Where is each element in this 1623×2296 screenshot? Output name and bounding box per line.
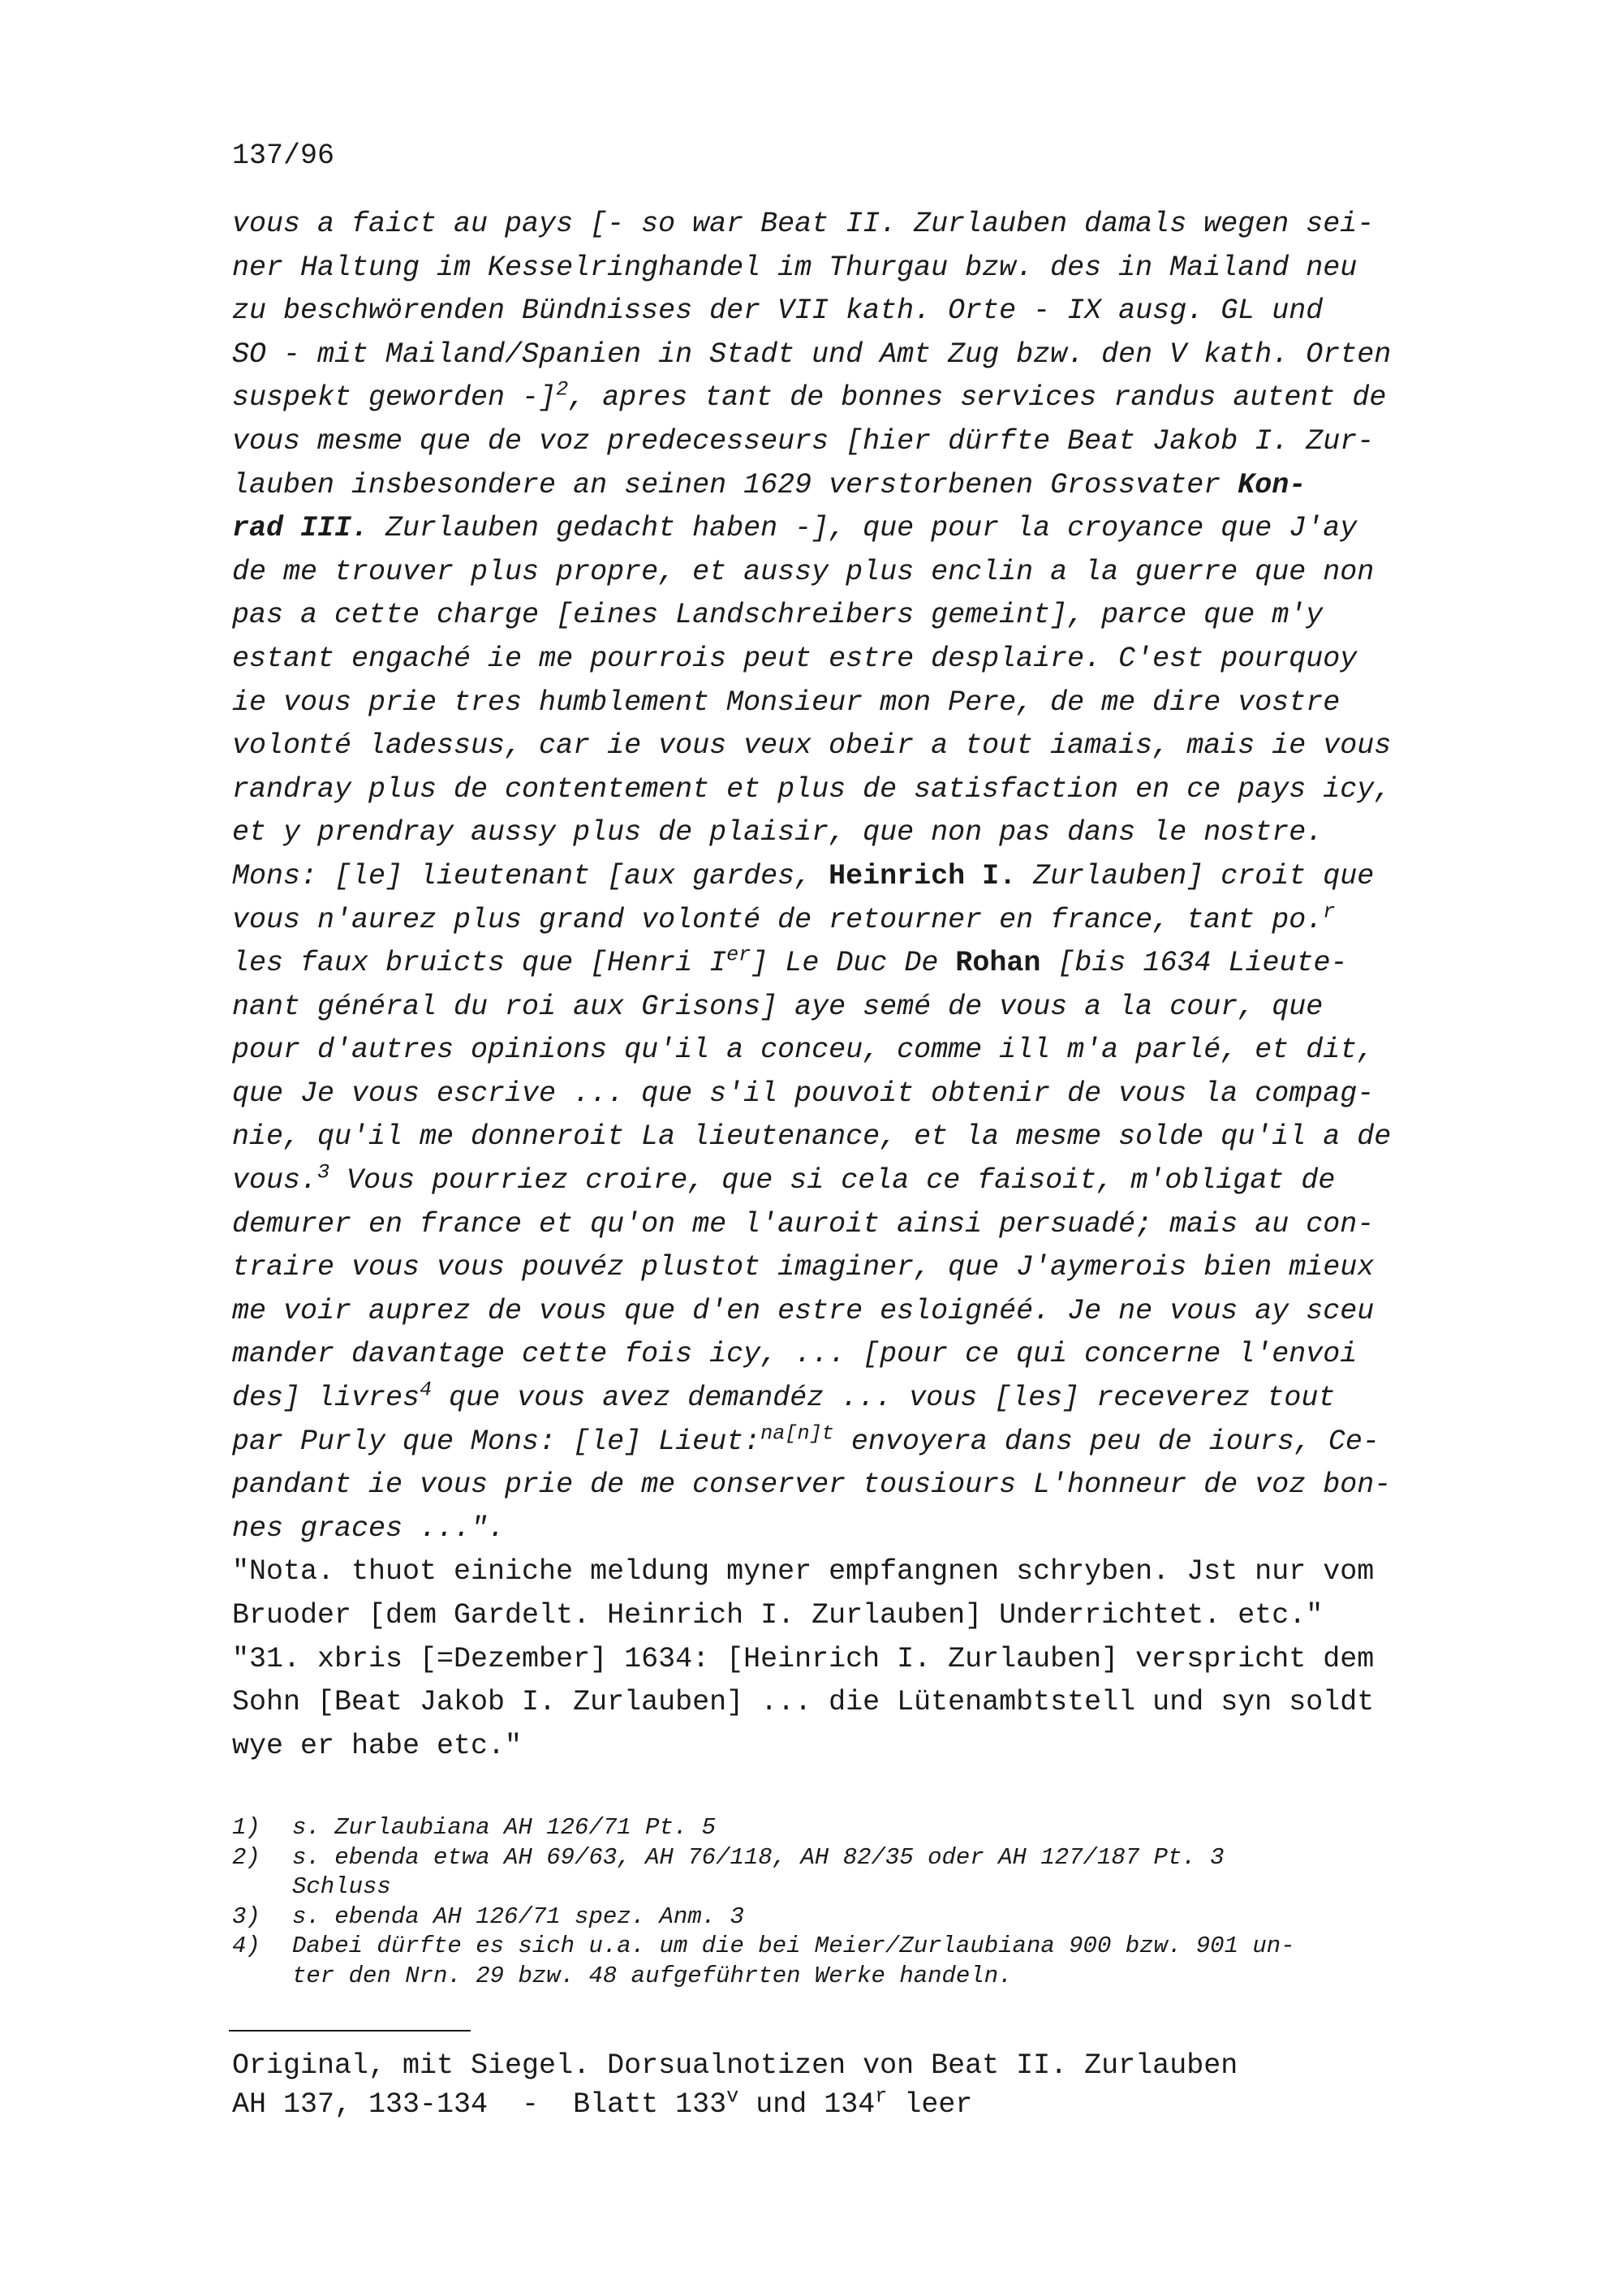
source-note xyxy=(232,2046,1238,2124)
text-segment: zu beschwörenden Bündnisses der VII kath. Orte - IX ausg. GL und xyxy=(232,295,1324,328)
text-segment: "Nota. thuot einiche meldung myner empfangnen schryben. Jst nur vom xyxy=(232,1555,1375,1589)
text-segment: rad III. xyxy=(232,512,369,545)
text-line xyxy=(232,1725,1466,1769)
footnote-number: 3) xyxy=(232,1903,260,1930)
text-line xyxy=(232,203,1466,247)
text-segment: Mons: [le] lieutenant [aux gardes, xyxy=(232,859,829,892)
text-segment: volonté ladessus, car ie vous veux obeir a tout iamais, mais ie vous xyxy=(232,729,1392,763)
text-line xyxy=(232,1638,1466,1682)
text-segment: des] livres xyxy=(232,1382,420,1415)
text-segment: nes graces ...". xyxy=(232,1511,506,1545)
text-segment: [bis 1634 Lieute- xyxy=(1040,947,1348,980)
text-line xyxy=(232,1159,1466,1203)
text-line xyxy=(232,811,1466,855)
footnote-number: 4) xyxy=(232,1933,260,1959)
footnote xyxy=(232,1872,1466,1903)
source-line-original: Original, mit Siegel. Dorsualnotizen von Beat II. Zurlauben xyxy=(232,2049,1238,2082)
footnote-ref: na[n]t xyxy=(760,1421,834,1446)
text-segment: traire vous vous pouvéz plustot imaginer, que J'aymerois bien mieux xyxy=(232,1251,1375,1284)
text-line xyxy=(232,1073,1466,1116)
footnote-ref: er xyxy=(726,943,751,967)
footnote-number xyxy=(232,1962,292,1992)
footnotes xyxy=(232,1813,1466,1991)
text-segment: par Purly que Mons: [le] Lieut: xyxy=(232,1425,761,1458)
text-segment: et y prendray aussy plus de plaisir, que non pas dans le nostre. xyxy=(232,816,1324,849)
text-segment: SO - mit Mailand/Spanien in Stadt und Amt Zug bzw. den V kath. Orten xyxy=(232,338,1392,371)
text-segment: Zurlauben] croit que xyxy=(1016,859,1375,892)
footnote-text: s. ebenda AH 126/71 spez. Anm. 3 xyxy=(292,1903,744,1930)
footnote xyxy=(232,1813,1466,1843)
text-line xyxy=(232,724,1466,768)
text-segment: de me trouver plus propre, et aussy plus enclin a la guerre que non xyxy=(232,555,1375,588)
text-line xyxy=(232,507,1466,551)
text-line xyxy=(232,420,1466,464)
footnote-text: s. Zurlaubiana AH 126/71 Pt. 5 xyxy=(292,1814,717,1841)
text-segment: que vous avez demandéz ... vous [les] receverez tout xyxy=(432,1382,1336,1415)
text-line xyxy=(232,855,1466,899)
text-segment: vous mesme que de voz predecesseurs [hier dürfte Beat Jakob I. Zur- xyxy=(232,424,1375,458)
text-segment: "31. xbris [=Dezember] 1634: [Heinrich I. Zurlauben] verspricht dem xyxy=(232,1642,1375,1675)
footnote-number xyxy=(232,1872,292,1903)
text-line xyxy=(232,1246,1466,1290)
footnote-text: ter den Nrn. 29 bzw. 48 aufgeführten Werke handeln. xyxy=(292,1962,1013,1989)
text-segment: envoyera dans peu de iours, Ce- xyxy=(833,1425,1380,1458)
text-line xyxy=(232,1333,1466,1377)
text-line xyxy=(232,1116,1466,1159)
text-segment: vous n'aurez plus grand volonté de retourner en france, tant po. xyxy=(232,903,1324,936)
text-segment: randray plus de contentement et plus de satisfaction en ce pays icy, xyxy=(232,772,1392,806)
text-segment: vous a faict au pays [- so war Beat II. Zurlauben damals wegen sei- xyxy=(232,208,1375,240)
text-line xyxy=(232,942,1466,986)
text-segment: Sohn [Beat Jakob I. Zurlauben] ... die Lütenambtstell und syn soldt xyxy=(232,1686,1375,1719)
text-segment: wye er habe etc." xyxy=(232,1729,523,1762)
text-line xyxy=(232,638,1466,681)
source-divider xyxy=(229,2030,471,2032)
text-segment: suspekt geworden -] xyxy=(232,381,557,415)
text-line xyxy=(232,247,1466,290)
text-segment: ie vous prie tres humblement Monsieur mon Pere, de me dire vostre xyxy=(232,686,1341,719)
text-line xyxy=(232,1681,1466,1725)
text-line xyxy=(232,594,1466,638)
text-segment: lauben insbesondere an seinen 1629 verstorbenen Grossvater xyxy=(232,468,1238,501)
footnote-ref: 4 xyxy=(420,1378,433,1402)
footnote-number: 1) xyxy=(232,1814,260,1841)
text-segment: Vous pourriez croire, que si cela ce faisoit, m'obligat de xyxy=(329,1164,1336,1197)
text-segment: que Je vous escrive ... que s'il pouvoit obtenir de vous la compag- xyxy=(232,1077,1375,1110)
text-line xyxy=(232,1377,1466,1421)
text-line xyxy=(232,1464,1466,1507)
text-segment: estant engaché ie me pourrois peut estre desplaire. C'est pourquoy xyxy=(232,642,1358,675)
text-segment: me voir auprez de vous que d'en estre esloignéé. Je ne vous ay sceu xyxy=(232,1294,1375,1327)
text-line xyxy=(232,986,1466,1030)
text-line xyxy=(232,1290,1466,1334)
text-line xyxy=(232,1594,1466,1638)
footnote-ref: r xyxy=(1323,899,1336,923)
text-segment: pas a cette charge [eines Landschreibers gemeint], parce que m'y xyxy=(232,599,1324,632)
footnote-ref: 2 xyxy=(556,377,569,402)
text-line xyxy=(232,1550,1466,1594)
text-segment: nie, qu'il me donneroit La lieutenance, et la mesme solde qu'il a de xyxy=(232,1120,1392,1154)
text-line xyxy=(232,768,1466,812)
text-line xyxy=(232,464,1466,508)
text-line xyxy=(232,290,1466,333)
text-line xyxy=(232,1203,1466,1247)
footnote xyxy=(232,1843,1466,1873)
text-line xyxy=(232,1421,1466,1464)
text-segment: Bruoder [dem Gardelt. Heinrich I. Zurlauben] Underrichtet. etc." xyxy=(232,1599,1324,1632)
text-line xyxy=(232,376,1466,420)
footnote-number: 2) xyxy=(232,1843,260,1871)
footnote-text: Schluss xyxy=(292,1873,391,1900)
text-line xyxy=(232,1029,1466,1073)
footnote xyxy=(232,1932,1466,1962)
text-segment: , apres tant de bonnes services randus autent de xyxy=(568,381,1387,415)
text-segment: demurer en france et qu'on me l'auroit ainsi persuadé; mais au con- xyxy=(232,1207,1375,1240)
source-line-archive: AH 137, 133-134 - Blatt 133$^v$ und 134$^r$ leer xyxy=(232,2084,973,2121)
text-segment: ] Le Duc De xyxy=(751,947,956,980)
text-segment: Rohan xyxy=(955,947,1041,980)
transcription-body xyxy=(232,203,1466,1768)
text-segment: les faux bruicts que [Henri I xyxy=(232,947,727,980)
text-line xyxy=(232,1507,1466,1551)
footnote xyxy=(232,1903,1466,1933)
text-line xyxy=(232,899,1466,943)
text-segment: mander davantage cette fois icy, ... [pour ce qui concerne l'envoi xyxy=(232,1338,1358,1371)
text-segment: pandant ie vous prie de me conserver tousiours L'honneur de voz bon- xyxy=(232,1468,1392,1502)
text-line xyxy=(232,681,1466,725)
text-segment: ner Haltung im Kesselringhandel im Thurgau bzw. des in Mailand neu xyxy=(232,251,1358,284)
footnote-ref: 3 xyxy=(317,1160,330,1185)
text-segment: Kon- xyxy=(1238,468,1307,501)
text-line xyxy=(232,333,1466,377)
footnote-text: Dabei dürfte es sich u.a. um die bei Meier/Zurlaubiana 900 bzw. 901 un- xyxy=(292,1933,1295,1959)
text-segment: pour d'autres opinions qu'il a conceu, comme ill m'a parlé, et dit, xyxy=(232,1034,1375,1067)
text-segment: vous. xyxy=(232,1164,318,1197)
footnote-text: s. ebenda etwa AH 69/63, AH 76/118, AH 82/35 oder AH 127/187 Pt. 3 xyxy=(292,1843,1225,1871)
text-line xyxy=(232,551,1466,595)
text-segment: nant général du roi aux Grisons] aye semé de vous a la cour, que xyxy=(232,990,1324,1023)
text-segment: Zurlauben gedacht haben -], que pour la croyance que J'ay xyxy=(368,512,1358,545)
footnote xyxy=(232,1962,1466,1992)
page-number: 137/96 xyxy=(232,140,335,172)
text-segment: Heinrich I. xyxy=(829,859,1017,892)
